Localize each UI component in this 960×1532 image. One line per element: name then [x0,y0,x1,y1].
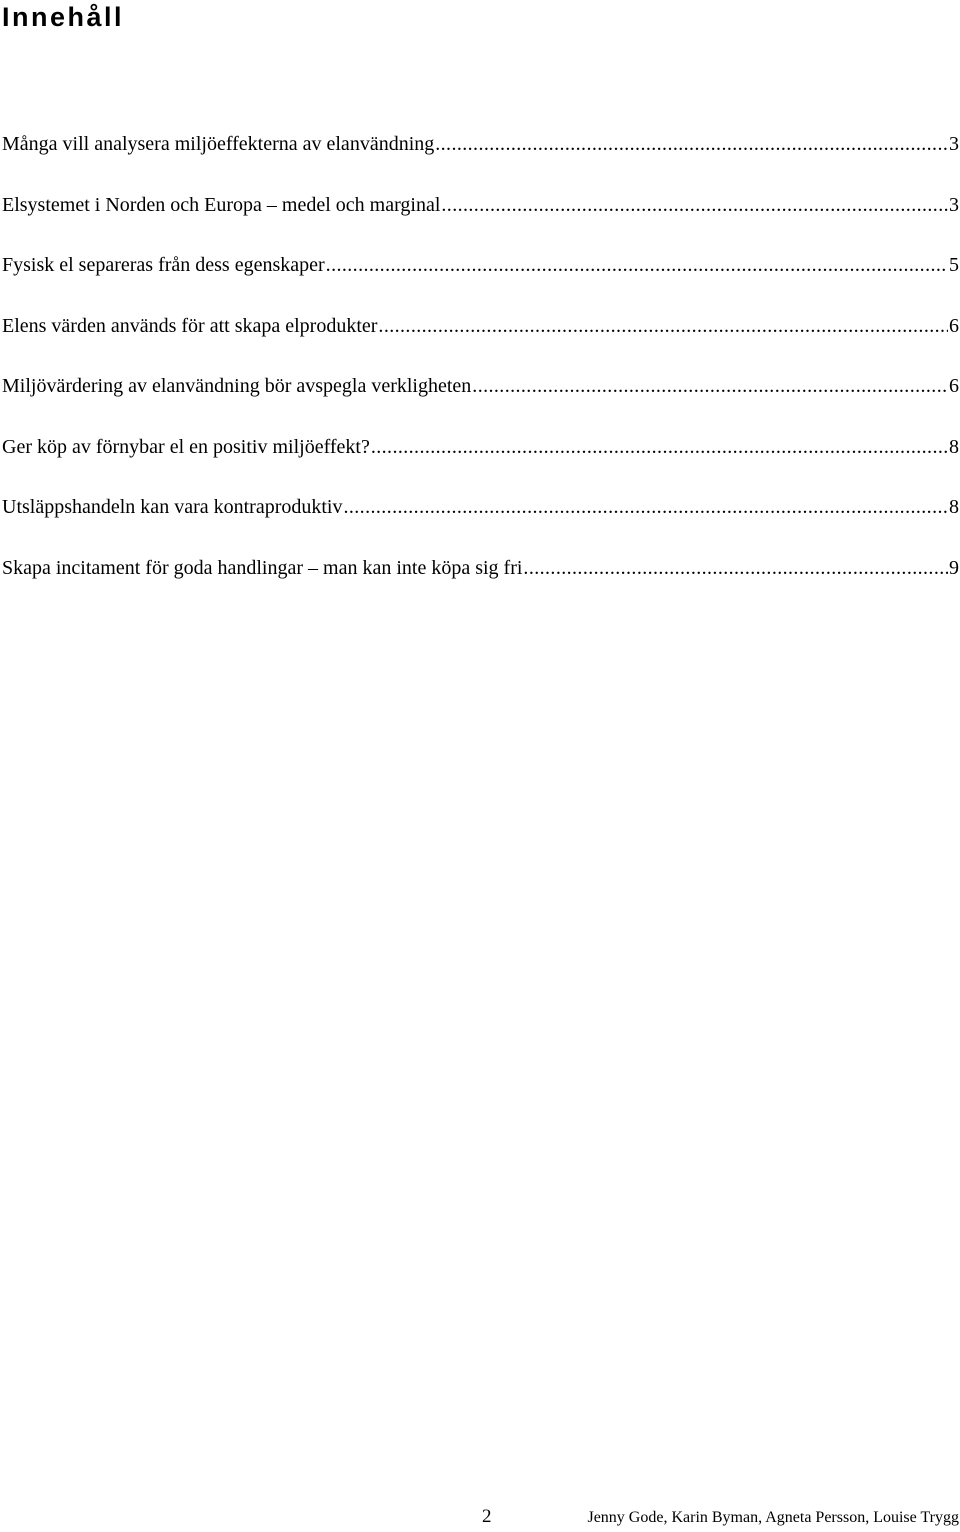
toc-dot-leader [343,490,948,524]
toc-entry-title[interactable]: Många vill analysera miljöeffekterna av elanvändning [2,133,435,155]
toc-dot-leader [523,551,948,585]
toc-entry-title[interactable]: Fysisk el separeras från dess egenskaper [2,254,325,276]
toc-dot-leader [371,430,948,464]
toc-entry-page[interactable]: 9 [949,556,959,579]
toc-entry[interactable] [2,188,959,249]
toc-entry[interactable] [2,369,959,430]
toc-entry-page[interactable]: 8 [949,496,959,518]
toc-dot-leader [472,369,948,403]
toc-entry-title[interactable]: Elens värden används för att skapa elprodukter [2,314,378,337]
toc-entry[interactable] [2,127,959,188]
toc-dot-leader [435,127,948,161]
table-of-contents [2,127,959,611]
footer-authors: Jenny Gode, Karin Byman, Agneta Persson, Louise Trygg [587,1509,959,1526]
toc-entry[interactable] [2,490,959,551]
toc-dot-leader [378,309,948,343]
toc-entry[interactable] [2,551,959,612]
toc-dot-leader [326,248,948,282]
toc-heading: Innehåll [2,2,125,32]
toc-entry-title[interactable]: Skapa incitament för goda handlingar – man kan inte köpa sig fri [2,556,523,579]
toc-entry-title[interactable]: Ger köp av förnybar el en positiv miljöeffekt? [2,435,370,458]
toc-entry-page[interactable]: 3 [949,193,959,216]
toc-entry[interactable] [2,248,959,309]
toc-entry-page[interactable]: 3 [949,133,959,155]
toc-entry-title[interactable]: Utsläppshandeln kan vara kontraproduktiv [2,496,343,518]
toc-dot-leader [441,188,948,222]
toc-entry-page[interactable]: 6 [949,375,959,397]
toc-entry-page[interactable]: 6 [949,314,959,337]
toc-entry-title[interactable]: Elsystemet i Norden och Europa – medel och marginal [2,193,441,216]
toc-entry-page[interactable]: 8 [949,435,959,458]
footer-page-number: 2 [482,1506,492,1527]
toc-entry[interactable] [2,309,959,370]
toc-entry-page[interactable]: 5 [949,254,959,276]
page-footer [0,1503,960,1531]
toc-entry[interactable] [2,430,959,491]
toc-entry-title[interactable]: Miljövärdering av elanvändning bör avspegla verkligheten [2,375,472,397]
